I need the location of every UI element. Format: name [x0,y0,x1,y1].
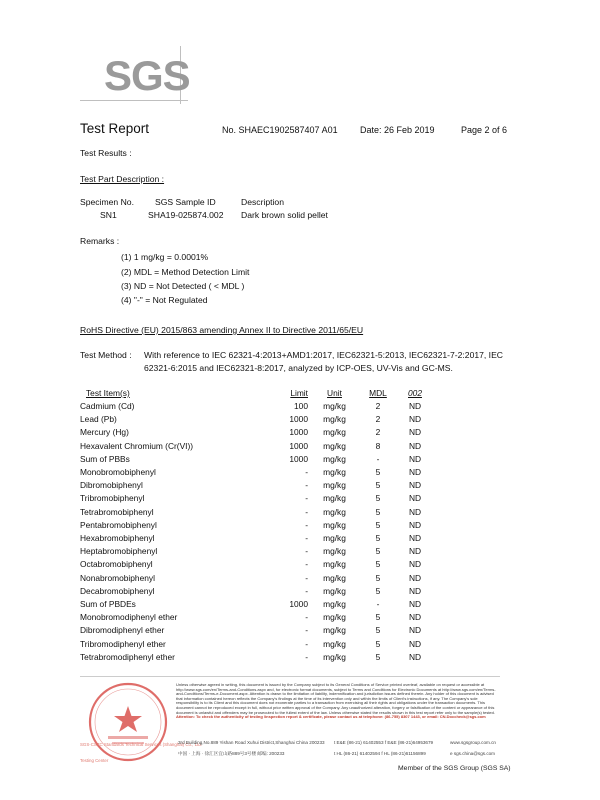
table-row [80,585,435,598]
cell-limit: - [305,467,308,478]
table-row [80,440,435,453]
cell-limit: - [305,519,308,530]
table-row [80,492,435,505]
cell-mdl: 5 [375,546,381,557]
seal-side-line: SGS-CSTC Standards Technical Services (Shanghai) Co., Ltd. [80,742,202,747]
footer-disclaimer [176,683,500,720]
specimen-no: SN1 [100,210,117,220]
cell-result: ND [408,480,422,491]
cell-limit: - [305,612,308,623]
cell-unit: mg/kg [323,493,346,504]
cell-unit: mg/kg [323,638,346,649]
cell-limit: 1000 [289,427,308,438]
cell-limit: 100 [294,401,308,411]
remark-item: (1) 1 mg/kg = 0.0001% [121,252,209,262]
cell-test-item: Dibromodiphenyl ether [80,625,165,636]
cell-test-item: Cadmium (Cd) [80,401,135,411]
cell-mdl: 5 [375,625,381,636]
email-link[interactable]: e sgs.china@sgs.com [450,751,496,756]
report-date: Date: 26 Feb 2019 [360,125,435,135]
cell-result: ND [408,467,422,478]
cell-unit: mg/kg [323,625,346,636]
table-row [80,624,435,637]
table-row [80,638,435,651]
specimen-header-no: Specimen No. [80,197,134,207]
cell-test-item: Hexavalent Chromium (Cr(VI)) [80,440,194,451]
cell-test-item: Monobromobiphenyl [80,467,156,478]
cell-unit: mg/kg [323,533,346,544]
footer-rule [80,676,500,677]
cell-limit: - [305,493,308,504]
test-results-label: Test Results : [80,148,132,158]
cell-test-item: Sum of PBDEs [80,599,136,610]
telephone-ee: t E&E (86-21) 61402553 f E&E (86-21)64953679 [334,740,434,745]
company-seal [86,680,170,764]
cell-limit: - [305,585,308,596]
cell-limit: - [305,638,308,649]
cell-mdl: - [376,453,380,464]
cell-mdl: 5 [375,506,381,517]
header-mdl: MDL [369,388,387,398]
table-row [80,466,435,479]
cell-result: ND [408,533,422,544]
cell-unit: mg/kg [323,401,346,411]
cell-test-item: Sum of PBBs [80,453,130,464]
logo-rule [80,100,188,101]
cell-limit: 1000 [289,453,308,464]
test-method-label: Test Method : [80,350,132,360]
cell-unit: mg/kg [323,467,346,478]
seal-side-line: Testing Center [80,758,109,763]
cell-result: ND [408,427,422,438]
table-row [80,572,435,585]
cell-result: ND [408,546,422,557]
cell-unit: mg/kg [323,519,346,530]
address-english: 3rd Building,No.889 Yishan Road Xuhui District,Shanghai China 200233 [178,740,325,745]
cell-result: ND [408,559,422,570]
remark-item: (4) "-" = Not Regulated [121,295,208,305]
cell-result: ND [408,585,422,596]
cell-test-item: Tetrabromodiphenyl ether [80,651,175,662]
cell-mdl: 5 [375,533,381,544]
cell-limit: - [305,572,308,583]
cell-test-item: Dibromobiphenyl [80,480,143,491]
specimen-description: Dark brown solid pellet [241,210,328,220]
cell-unit: mg/kg [323,546,346,557]
table-row [80,413,435,426]
cell-test-item: Heptabromobiphenyl [80,546,158,557]
cell-mdl: 5 [375,467,381,478]
cell-limit: - [305,546,308,557]
header-unit: Unit [327,388,342,398]
page-number: Page 2 of 6 [461,125,508,135]
cell-unit: mg/kg [323,585,346,596]
directive-title: RoHS Directive (EU) 2015/863 amending Annex II to Directive 2011/65/EU [80,325,364,335]
table-row [80,545,435,558]
cell-test-item: Lead (Pb) [80,414,117,425]
cell-unit: mg/kg [323,572,346,583]
sgs-group-member: Member of the SGS Group (SGS SA) [398,765,511,772]
test-method-line2: 62321-6:2015 and IEC62321-8:2017, analyzed by ICP-OES, UV-Vis and GC-MS. [144,363,453,373]
cell-unit: mg/kg [323,480,346,491]
cell-result: ND [408,625,422,636]
cell-unit: mg/kg [323,453,346,464]
cell-unit: mg/kg [323,506,346,517]
cell-result: ND [408,506,422,517]
cell-mdl: 2 [375,401,381,411]
cell-unit: mg/kg [323,651,346,662]
cell-test-item: Octabromobiphenyl [80,559,153,570]
table-row [80,453,435,466]
cell-unit: mg/kg [323,427,346,438]
cell-mdl: 2 [375,414,381,425]
cell-mdl: - [376,599,380,610]
cell-test-item: Monobromodiphenyl ether [80,612,178,623]
cell-unit: mg/kg [323,559,346,570]
table-row [80,426,435,439]
cell-test-item: Mercury (Hg) [80,427,129,438]
test-method-line1: With reference to IEC 62321-4:2013+AMD1:2017, IEC62321-5:2013, IEC62321-7-2:2017, IEC [144,350,504,360]
cell-result: ND [408,493,422,504]
cell-mdl: 5 [375,585,381,596]
table-row [80,506,435,519]
cell-mdl: 5 [375,519,381,530]
cell-limit: - [305,506,308,517]
cell-test-item: Tribromodiphenyl ether [80,638,166,649]
authenticity-notice: Attention: To check the authenticity of testing /inspection report & certificate, please contact us at telephone: (86-755) 8307 1443, or email: CN.Doccheck@sgs.com [176,714,486,720]
address-chinese: 中国 · 上海 · 徐汇区宜山路889号3号楼 邮编: 200233 [178,751,285,756]
table-row [80,479,435,492]
part-description-label: Test Part Description : [80,174,165,184]
cell-test-item: Tribromobiphenyl [80,493,145,504]
cell-test-item: Tetrabromobiphenyl [80,506,154,517]
cell-result: ND [408,519,422,530]
table-row [80,519,435,532]
cell-result: ND [408,440,422,451]
header-sample-002: 002 [408,388,422,398]
header-test-items: Test Item(s) [86,388,130,398]
cell-limit: 1000 [289,440,308,451]
cell-unit: mg/kg [323,599,346,610]
cell-limit: - [305,480,308,491]
specimen-header-id: SGS Sample ID [155,197,216,207]
cell-limit: 1000 [289,414,308,425]
cell-limit: - [305,559,308,570]
cell-unit: mg/kg [323,414,346,425]
cell-result: ND [408,599,422,610]
results-body [80,400,435,664]
cell-test-item: Decabromobiphenyl [80,585,155,596]
cell-mdl: 5 [375,612,381,623]
cell-test-item: Hexabromobiphenyl [80,533,155,544]
cell-mdl: 5 [375,651,381,662]
cell-mdl: 5 [375,493,381,504]
cell-mdl: 5 [375,572,381,583]
cell-mdl: 8 [375,440,381,451]
table-row [80,558,435,571]
specimen-header-description: Description [241,197,284,207]
specimen-sample-id: SHA19-025874.002 [148,210,224,220]
table-row [80,611,435,624]
cell-mdl: 5 [375,559,381,570]
table-row [80,598,435,611]
cell-result: ND [408,453,422,464]
cell-result: ND [408,612,422,623]
cell-result: ND [408,414,422,425]
cell-result: ND [408,401,422,411]
cell-result: ND [408,572,422,583]
cell-limit: - [305,533,308,544]
results-header-row [80,386,435,400]
cell-unit: mg/kg [323,440,346,451]
report-number: No. SHAEC1902587407 A01 [222,125,338,135]
cell-limit: 1000 [289,599,308,610]
remarks-label: Remarks : [80,236,120,246]
cell-result: ND [408,638,422,649]
remark-item: (3) ND = Not Detected ( < MDL ) [121,281,245,291]
logo-text: SGS [104,52,190,99]
disclaimer-text: Unless otherwise agreed in writing, this document is issued by the Company subject to its General Conditions of Service printed overleaf, available on request or accessible at http://www.sgs.com/en/Terms-and-Conditions.aspx and, for electronic format documents, subject to Terms and Conditions for Electronic Documents at http://www.sgs.com/en/Terms-and-Conditions/Terms-e-Document.aspx. Attention is drawn to the limitation of liability, indemnification and jurisdiction issues defined therein. Any holder of this document is advised that information contained hereon reflects the Company's findings at the time of its intervention only and within the limits of Client's instructions, if any. The Company's sole responsibility is to its Client and this document does not exonerate parties to a transaction from exercising all their rights and obligations under the transaction documents. This document cannot be reproduced except in full, without prior written approval of the Company. Any unauthorized alteration, forgery or falsification of the content or appearance of this document is unlawful and offenders may be prosecuted to the fullest extent of the law. Unless otherwise stated the results shown in this test report refer only to the sample(s) tested. [176,682,496,715]
cell-mdl: 5 [375,638,381,649]
cell-limit: - [305,625,308,636]
cell-test-item: Pentabromobiphenyl [80,519,157,530]
header-limit: Limit [290,388,308,398]
cell-test-item: Nonabromobiphenyl [80,572,155,583]
cell-mdl: 5 [375,480,381,491]
table-row [80,400,435,413]
remark-item: (2) MDL = Method Detection Limit [121,267,250,277]
cell-result: ND [408,651,422,662]
table-row [80,651,435,664]
table-row [80,532,435,545]
cell-unit: mg/kg [323,612,346,623]
results-table [80,386,435,664]
cell-limit: - [305,651,308,662]
report-title: Test Report [80,121,150,136]
website-link[interactable]: www.sgsgroup.com.cn [450,740,496,745]
cell-mdl: 2 [375,427,381,438]
telephone-hl: t HL (86-21) 61402594 f HL (86-21)61156899 [334,751,426,756]
